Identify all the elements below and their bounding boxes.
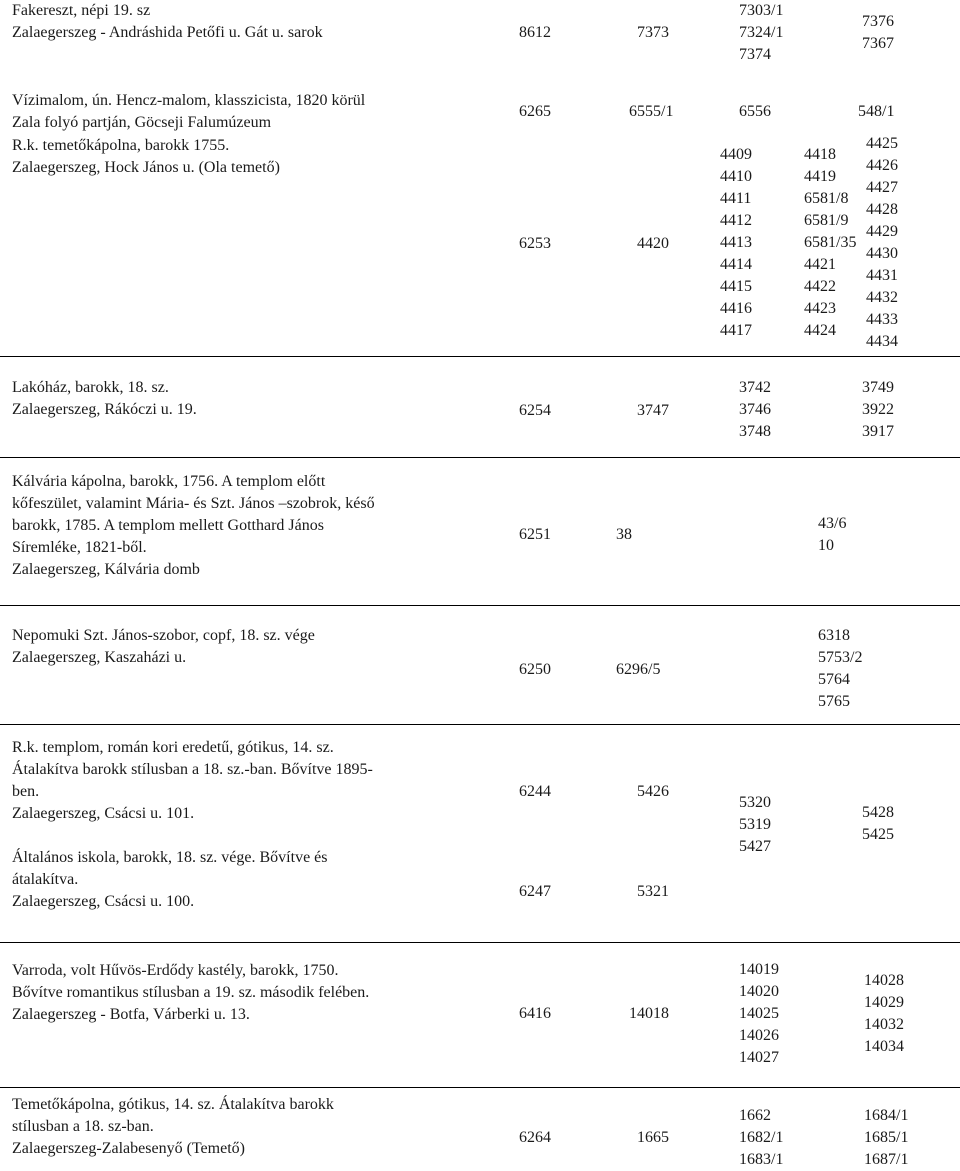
further-parcels: 3749 3922 3917 [862,379,894,440]
monument-description: Általános iskola, barokk, 18. sz. vége. Bővítve és átalakítva. Zalaegerszeg, Csácsi u. 100. [12,849,328,910]
monument-description: Temetőkápolna, gótikus, 14. sz. Átalakítva barokk stílusban a 18. sz-ban. Zalaegerszeg-Zalabesenyő (Temető) [12,1096,334,1157]
neighbor-parcels: 5320 5319 5427 [739,794,771,855]
parcel-number: 14018 [629,1005,669,1022]
further-parcels: 4425 4426 4427 4428 4429 4430 4431 4432 4433 4434 [866,135,898,350]
registry-number: 6254 [519,402,551,419]
neighbor-parcels: 7303/1 7324/1 7374 [739,2,784,63]
parcel-number: 3747 [637,402,669,419]
further-parcels: 5428 5425 [862,804,894,843]
parcel-number: 6296/5 [616,661,661,678]
parcel-number: 5426 [637,783,669,800]
row-divider [0,457,960,458]
monument-description: Nepomuki Szt. János-szobor, copf, 18. sz. vége Zalaegerszeg, Kaszaházi u. [12,627,315,666]
registry-number: 6250 [519,661,551,678]
parcel-number: 7373 [637,24,669,41]
parcel-number: 6555/1 [629,103,674,120]
further-parcels: 7376 7367 [862,13,894,52]
monument-description: R.k. templom, román kori eredetű, gótikus, 14. sz. Átalakítva barokk stílusban a 18. sz.-ban. Bővítve 1895- ben. Zalaegerszeg, Csácsi u. 101. [12,739,373,822]
registry-number: 6265 [519,103,551,120]
further-parcels: 548/1 [858,103,895,120]
registry-number: 6244 [519,783,551,800]
row-divider [0,1087,960,1088]
description-line: Zalaegerszeg - Andráshida Petőfi u. Gát u. sarok [12,24,323,41]
row-divider [0,724,960,725]
registry-number: 8612 [519,24,551,41]
row-divider [0,356,960,357]
monument-description: Lakóház, barokk, 18. sz. Zalaegerszeg, Rákóczi u. 19. [12,379,197,418]
description-line: Fakereszt, népi 19. sz [12,2,151,19]
neighbor-parcels: 4409 4410 4411 4412 4413 4414 4415 4416 4417 [720,146,752,339]
neighbor-parcels-secondary: 4418 4419 6581/8 6581/9 6581/35 4421 4422 4423 4424 [804,146,857,339]
registry-number: 6253 [519,235,551,252]
neighbor-parcels: 6556 [739,103,771,120]
parcel-number: 4420 [637,235,669,252]
neighbor-parcels: 43/6 10 [818,515,847,554]
further-parcels: 14028 14029 14032 14034 [864,972,904,1055]
monument-description: Vízimalom, ún. Hencz-malom, klasszicista, 1820 körül Zala folyó partján, Göcseji Falumúzeum [12,92,366,131]
neighbor-parcels: 3742 3746 3748 [739,379,771,440]
monument-description [12,0,323,44]
registry-number: 6264 [519,1129,551,1146]
row-divider [0,605,960,606]
parcel-number: 38 [616,526,632,543]
neighbor-parcels: 14019 14020 14025 14026 14027 [739,961,779,1066]
monument-description: Kálvária kápolna, barokk, 1756. A templom előtt kőfeszület, valamint Mária- és Szt. János –szobrok, késő barokk, 1785. A templom mellett Gotthard János Síremléke, 1821-ből. Zalaegerszeg, Kálvária domb [12,473,375,578]
registry-number: 6416 [519,1005,551,1022]
registry-number: 6251 [519,526,551,543]
monument-description: R.k. temetőkápolna, barokk 1755. Zalaegerszeg, Hock János u. (Ola temető) [12,137,280,176]
registry-number: 6247 [519,883,551,900]
further-parcels: 1684/1 1685/1 1687/1 [864,1107,909,1168]
parcel-number: 1665 [637,1129,669,1146]
monument-description: Varroda, volt Hűvös-Erdődy kastély, barokk, 1750. Bővítve romantikus stílusban a 19. sz. második felében. Zalaegerszeg - Botfa, Várberki u. 13. [12,962,370,1023]
parcel-number: 5321 [637,883,669,900]
neighbor-parcels: 6318 5753/2 5764 5765 [818,627,863,710]
row-divider [0,942,960,943]
neighbor-parcels: 1662 1682/1 1683/1 [739,1107,784,1168]
